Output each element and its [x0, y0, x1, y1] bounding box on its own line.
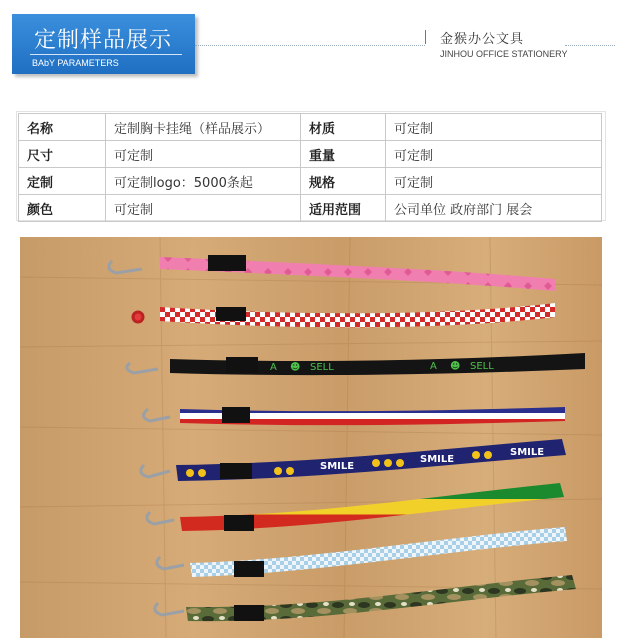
svg-text:SELL: SELL [470, 361, 494, 372]
spec-key: 材质 [301, 114, 386, 141]
spec-key: 适用范围 [301, 195, 386, 222]
spec-value: 可定制 [386, 168, 602, 195]
spec-value: 可定制 [386, 141, 602, 168]
banner-subtitle: BAbY PARAMETERS [32, 58, 119, 68]
banner-divider [30, 54, 182, 55]
brand-name-en: JINHOU OFFICE STATIONERY [440, 49, 568, 59]
spec-value: 可定制 [106, 141, 301, 168]
table-row [19, 168, 602, 195]
svg-text:SELL: SELL [310, 362, 334, 373]
table-row [19, 195, 602, 222]
svg-text:☻: ☻ [450, 361, 461, 372]
header-dotted-line [195, 45, 425, 46]
svg-text:A: A [270, 362, 277, 373]
table-row [19, 114, 602, 141]
brand-name-cn: 金猴办公文具 [440, 32, 525, 47]
spec-key: 尺寸 [19, 141, 106, 168]
spec-key: 规格 [301, 168, 386, 195]
spec-key: 定制 [19, 168, 106, 195]
spec-key: 颜色 [19, 195, 106, 222]
lanyard-print: SMILE [320, 461, 355, 472]
spec-table [18, 113, 602, 222]
title-banner [12, 14, 195, 74]
spec-value: 定制胸卡挂绳（样品展示） [106, 114, 301, 141]
table-row [19, 141, 602, 168]
spec-key: 名称 [19, 114, 106, 141]
svg-text:☻: ☻ [290, 362, 301, 373]
lanyards-illustration [20, 237, 602, 638]
spec-value: 可定制 [106, 195, 301, 222]
lanyard-print: SMILE [510, 447, 545, 458]
spec-value: 可定制 [386, 114, 602, 141]
lanyard-print: SMILE [420, 454, 455, 465]
spec-key: 重量 [301, 141, 386, 168]
svg-text:A: A [430, 361, 437, 372]
spec-value: 公司单位 政府部门 展会 [386, 195, 602, 222]
header-dotted-line-right [565, 45, 615, 46]
banner-title: 定制样品展示 [34, 28, 173, 53]
spec-value: 可定制logo：5000条起 [106, 168, 301, 195]
product-photo [20, 237, 602, 638]
brand-divider [425, 30, 426, 44]
